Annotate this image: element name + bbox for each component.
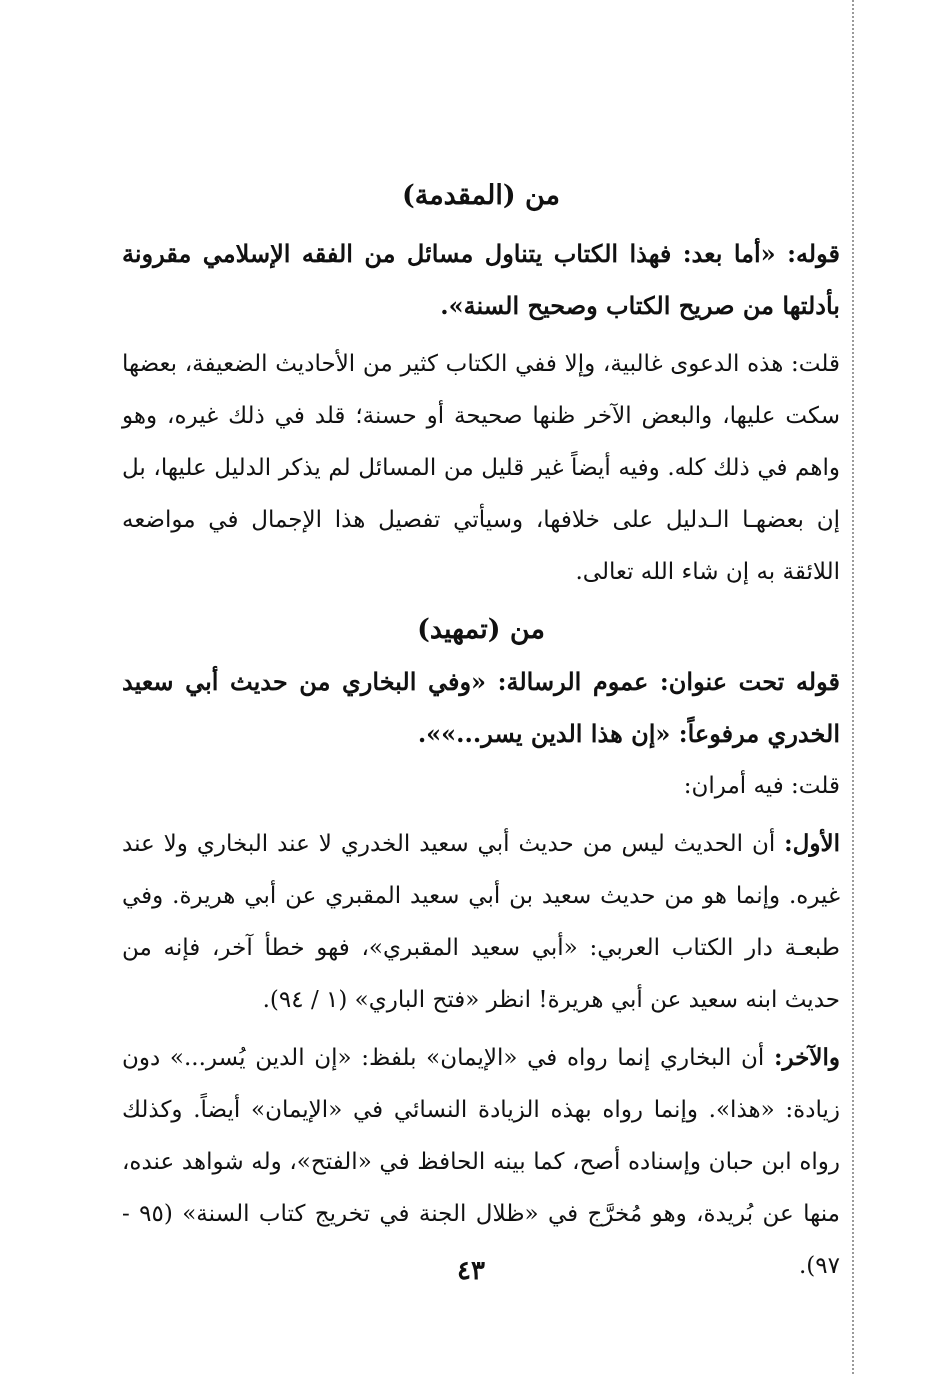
comment-paragraph-muqaddima — [122, 338, 840, 598]
paragraph-lead: والآخر: — [773, 1044, 840, 1071]
comment-intro-paragraph — [122, 760, 840, 812]
section-heading-tamhid: من (تمهيد) — [417, 614, 545, 645]
quote-paragraph-muqaddima — [122, 228, 840, 332]
margin-dotted-rule — [852, 0, 854, 1374]
page-content — [122, 176, 840, 1292]
paragraph-text: قلت: فيه أمران: — [683, 773, 840, 799]
quote-paragraph-tamhid — [122, 656, 840, 760]
section-heading-muqaddima: من (المقدمة) — [401, 180, 561, 211]
page-number: ٤٣ — [457, 1256, 485, 1286]
first-point-paragraph — [122, 818, 840, 1026]
paragraph-text: أن البخاري إنما رواه في «الإيمان» بلفظ: «إن الدين يُسر...» دون زيادة: «هذا». وإنما رواه بهذه الزيادة النسائي في «الإيمان» أيضاً. وكذلك رواه ابن حبان وإسناده أصح، كما بينه الحافظ في «الفتح»، وله شواهد عنده، منها عن بُريدة، وهو مُخرَّج في «ظلال الجنة في تخريج كتاب السنة» (٩٥ - ٩٧). — [122, 1045, 840, 1279]
second-point-paragraph — [122, 1032, 840, 1292]
paragraph-text: قلت: هذه الدعوى غالبية، وإلا ففي الكتاب كثير من الأحاديث الضعيفة، بعضها سكت عليها، والبعض الآخر ظنها صحيحة أو حسنة؛ قلد في ذلك غيره، وهو واهم في ذلك كله. وفيه أيضاً غير قليل من المسائل لم يذكر الدليل عليها، بل إن بعضهـا الـدليل على خلافها، وسيأتي تفصيل هذا الإجمال في مواضعه اللائقة به إن شاء الله تعالى. — [122, 351, 840, 585]
paragraph-text: أن الحديث ليس من حديث أبي سعيد الخدري لا عند البخاري ولا عند غيره. وإنما هو من حديث سعيد بن أبي سعيد المقبري عن أبي هريرة. وفي طبعـة دار الكتاب العربي: «أبي سعيد المقبري»، فهو خطأ آخر، فإنه من حديث ابنه سعيد عن أبي هريرة! انظر «فتح الباري» (١ / ٩٤). — [122, 831, 840, 1013]
paragraph-text: قوله تحت عنوان: عموم الرسالة: «وفي البخاري من حديث أبي سعيد الخدري مرفوعاً: «إن هذا الدين يسر...»». — [122, 667, 840, 748]
paragraph-lead: الأول: — [784, 830, 840, 857]
paragraph-text: قوله: «أما بعد: فهذا الكتاب يتناول مسائل من الفقه الإسلامي مقرونة بأدلتها من صريح الكتاب وصحيح السنة». — [122, 239, 840, 320]
